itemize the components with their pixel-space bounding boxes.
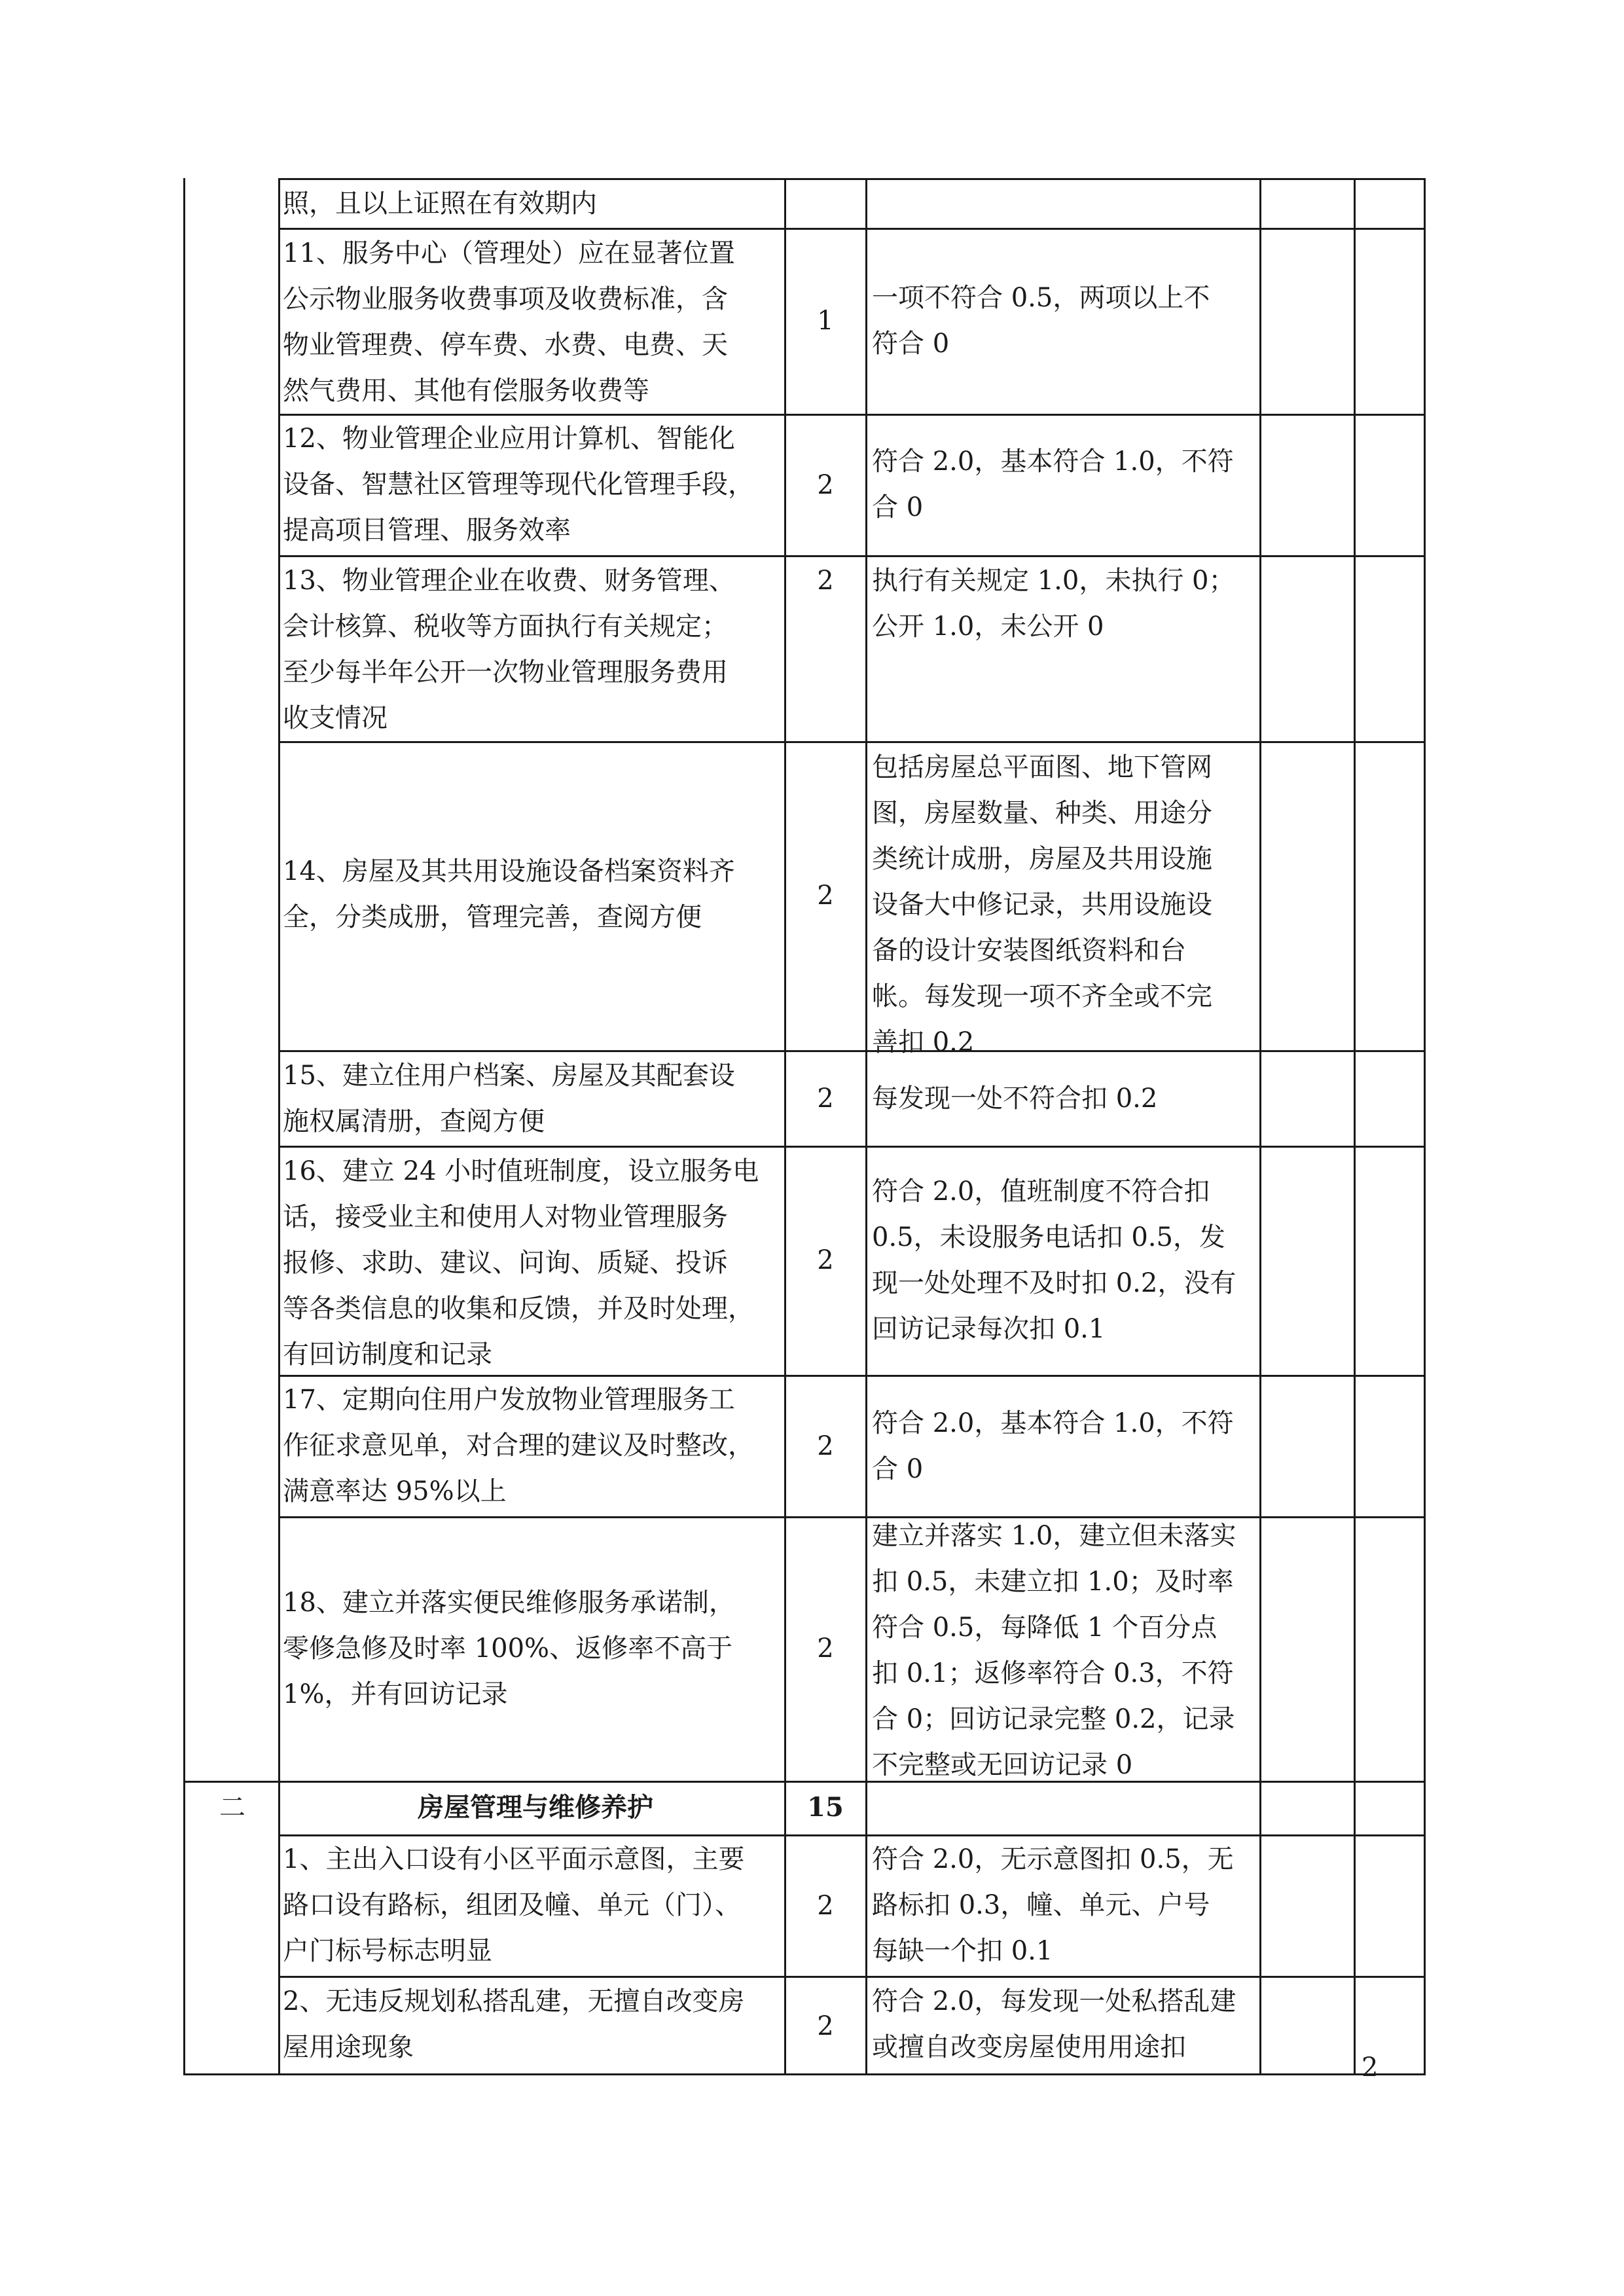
item-text: 2、无违反规划私搭乱建，无擅自改变房: [283, 1986, 745, 2016]
score-cell: 2: [817, 1891, 834, 1921]
criteria-text: 合 0: [872, 1454, 924, 1484]
table-col-divider: [865, 178, 867, 2075]
criteria-text: 0.5，未设服务电话扣 0.5，发: [872, 1222, 1225, 1252]
criteria-text: 扣 0.5，未建立扣 1.0；及时率: [872, 1567, 1234, 1597]
item-text: 屋用途现象: [283, 2032, 414, 2062]
table-row: [280, 1053, 791, 1144]
criteria-text: 路标扣 0.3，幢、单元、户号: [872, 1890, 1210, 1920]
criteria-text: 符合 2.0，每发现一处私搭乱建: [872, 1986, 1236, 2016]
item-text: 作征求意见单，对合理的建议及时整改，: [283, 1430, 754, 1461]
score-cell: 1: [817, 306, 834, 336]
score-cell: 2: [817, 1633, 834, 1664]
criteria-text: 包括房屋总平面图、地下管网: [872, 752, 1212, 782]
score-cell: 2: [817, 1245, 834, 1275]
criteria-text: 图，房屋数量、种类、用途分: [872, 798, 1212, 828]
table-row: [280, 1580, 791, 1717]
score-cell: 2: [817, 1084, 834, 1114]
score-cell: 2: [817, 566, 834, 596]
criteria-text: 符合 2.0，值班制度不符合扣: [872, 1176, 1210, 1207]
item-text: 路口设有路标，组团及幢、单元（门）、: [283, 1890, 741, 1920]
table-row: [280, 848, 791, 940]
item-text: 施权属清册，查阅方便: [283, 1106, 545, 1137]
criteria-text: 公开 1.0，未公开 0: [872, 611, 1104, 642]
table-row-divider: [278, 228, 1426, 230]
item-text: 零修急修及时率 100%、返修率不高于: [283, 1633, 733, 1664]
item-text: 收支情况: [283, 703, 388, 733]
score-cell: 2: [817, 470, 834, 500]
item-text: 有回访制度和记录: [283, 1339, 492, 1370]
item-text: 照，且以上证照在有效期内: [283, 189, 597, 219]
criteria-cell: [869, 1400, 1255, 1492]
criteria-text: 或擅自改变房屋使用用途扣: [872, 2032, 1186, 2062]
item-text: 17、定期向住用户发放物业管理服务工: [283, 1385, 735, 1415]
criteria-cell: [869, 1513, 1255, 1788]
table-row: [280, 230, 791, 414]
criteria-text: 不完整或无回访记录 0: [872, 1750, 1133, 1780]
criteria-text: 设备大中修记录，共用设施设: [872, 890, 1212, 920]
criteria-text: 合 0；回访记录完整 0.2，记录: [872, 1704, 1235, 1734]
criteria-cell: [869, 1076, 1255, 1121]
criteria-cell: [869, 439, 1255, 530]
item-text: 报修、求助、建议、问询、质疑、投诉: [283, 1248, 728, 1278]
table-row: [280, 558, 791, 741]
item-text: 会计核算、税收等方面执行有关规定；: [283, 611, 728, 642]
criteria-text: 符合 2.0，基本符合 1.0，不符: [872, 446, 1234, 477]
score-cell: 2: [817, 2011, 834, 2041]
item-text: 11、服务中心（管理处）应在显著位置: [283, 238, 735, 268]
item-text: 满意率达 95%以上: [283, 1476, 507, 1506]
table-row: [280, 1377, 791, 1514]
table-col-divider: [1354, 178, 1356, 2075]
item-text: 14、房屋及其共用设施设备档案资料齐: [283, 856, 735, 886]
table-border-bottom: [183, 2073, 1426, 2075]
item-text: 然气费用、其他有偿服务收费等: [283, 376, 649, 406]
item-text: 1%，并有回访记录: [283, 1679, 508, 1709]
item-text: 全，分类成册，管理完善，查阅方便: [283, 902, 702, 932]
criteria-text: 符合 2.0，无示意图扣 0.5，无: [872, 1844, 1234, 1874]
item-text: 13、物业管理企业在收费、财务管理、: [283, 566, 735, 596]
item-text: 16、建立 24 小时值班制度，设立服务电: [283, 1156, 759, 1186]
item-text: 设备、智慧社区管理等现代化管理手段，: [283, 469, 754, 500]
item-text: 至少每半年公开一次物业管理服务费用: [283, 657, 728, 687]
table-row-divider: [278, 1146, 1426, 1148]
score-cell: 2: [817, 1431, 834, 1461]
criteria-text: 一项不符合 0.5，两项以上不: [872, 283, 1210, 313]
criteria-text: 扣 0.1；返修率符合 0.3，不符: [872, 1658, 1234, 1688]
section-title: [280, 1785, 791, 1831]
criteria-cell: [869, 275, 1255, 367]
criteria-text: 回访记录每次扣 0.1: [872, 1314, 1106, 1344]
table-row: [280, 1836, 791, 1974]
item-text: 1、主出入口设有小区平面示意图，主要: [283, 1844, 745, 1874]
criteria-cell: [869, 558, 1255, 649]
criteria-cell: [869, 1978, 1255, 2070]
criteria-text: 帐。每发现一项不齐全或不完: [872, 981, 1212, 1011]
criteria-text: 善扣 0.2: [872, 1027, 975, 1057]
section-number: 二: [219, 1793, 245, 1823]
page-number: 2: [1362, 2052, 1379, 2083]
criteria-text: 符合 2.0，基本符合 1.0，不符: [872, 1408, 1234, 1438]
table-row: [280, 181, 791, 227]
criteria-text: 每发现一处不符合扣 0.2: [872, 1084, 1158, 1114]
item-text: 15、建立住用户档案、房屋及其配套设: [283, 1061, 735, 1091]
criteria-text: 符合 0.5，每降低 1 个百分点: [872, 1613, 1218, 1643]
criteria-text: 符合 0: [872, 329, 950, 359]
table-row: [280, 416, 791, 553]
criteria-text: 备的设计安装图纸资料和台: [872, 936, 1186, 966]
criteria-cell: [869, 1836, 1255, 1974]
item-text: 等各类信息的收集和反馈，并及时处理，: [283, 1294, 754, 1324]
table-row: [280, 1148, 791, 1377]
table-row-divider: [278, 741, 1426, 743]
table-border-top: [278, 178, 1426, 180]
item-text: 物业管理费、停车费、水费、电费、天: [283, 330, 728, 360]
criteria-text: 现一处处理不及时扣 0.2，没有: [872, 1268, 1236, 1298]
item-text: 提高项目管理、服务效率: [283, 515, 571, 545]
table-border-right: [1424, 178, 1426, 2075]
criteria-text: 建立并落实 1.0，建立但未落实: [872, 1521, 1236, 1551]
item-text: 话，接受业主和使用人对物业管理服务: [283, 1202, 728, 1232]
table-row-divider: [278, 1976, 1426, 1978]
criteria-text: 每缺一个扣 0.1: [872, 1936, 1053, 1966]
criteria-text: 类统计成册，房屋及共用设施: [872, 844, 1212, 874]
table-row-divider: [278, 555, 1426, 557]
table-row: [280, 1978, 791, 2070]
item-text: 房屋管理与维修养护: [418, 1792, 653, 1823]
criteria-text: 合 0: [872, 492, 924, 522]
item-text: 公示物业服务收费事项及收费标准，含: [283, 284, 728, 314]
score-cell: 15: [807, 1792, 844, 1823]
criteria-cell: [869, 1169, 1255, 1352]
item-text: 12、物业管理企业应用计算机、智能化: [283, 424, 735, 454]
item-text: 户门标号标志明显: [283, 1936, 492, 1966]
item-text: 18、建立并落实便民维修服务承诺制，: [283, 1588, 735, 1618]
criteria-text: 执行有关规定 1.0，未执行 0；: [872, 566, 1235, 596]
score-cell: 2: [817, 881, 834, 911]
criteria-cell: [869, 744, 1255, 1065]
table-col-divider: [1259, 178, 1261, 2075]
